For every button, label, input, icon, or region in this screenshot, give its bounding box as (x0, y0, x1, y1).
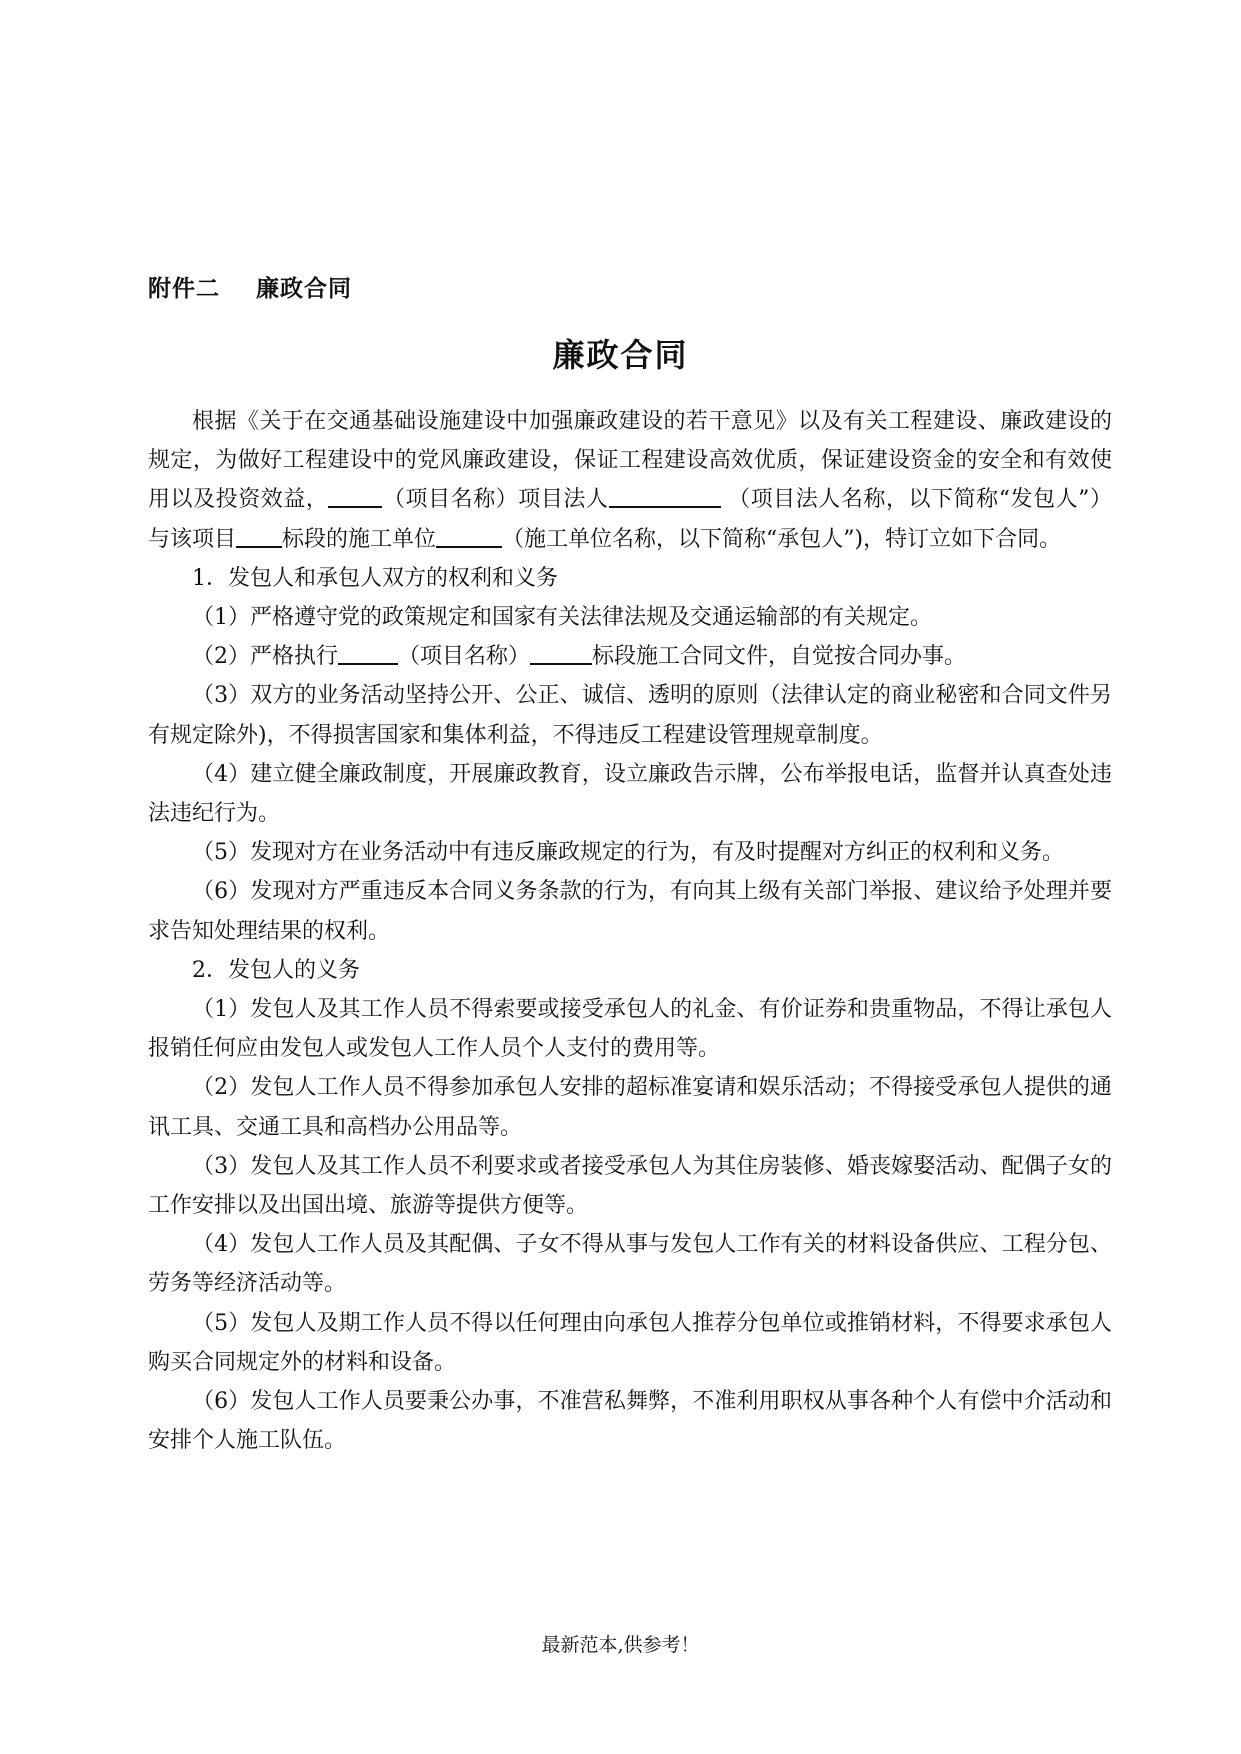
footer-note: 最新范本,供参考！ (541, 1634, 700, 1656)
section2-item-1: （1）发包人及其工作人员不得索要或接受承包人的礼金、有价证券和贵重物品，不得让承包人报销任何应由发包人或发包人工作人员个人支付的费用等。 (148, 997, 1112, 1062)
intro-paragraph (148, 402, 1112, 559)
section1-item-1: （1）严格遵守党的政策规定和国家有关法律法规及交通运输部的有关规定。 (192, 605, 932, 631)
section2-item-5: （5）发包人及期工作人员不得以任何理由向承包人推荐分包单位或推销材料，不得要求承包人购买合同规定外的材料和设备。 (148, 1310, 1112, 1375)
intro-text-c: （项目法人名称，以下简称“发包人”）与该项目 (148, 487, 1112, 552)
intro-text-e: （施工单位名称，以下简称“承包人”)，特订立如下合同。 (502, 526, 1062, 552)
contractor-blank (436, 520, 502, 548)
section1-heading: 1．发包人和承包人双方的权利和义务 (192, 565, 558, 591)
section1-item-4: （4）建立健全廉政制度，开展廉政教育，设立廉政告示牌，公布举报电话，监督并认真查处违法违纪行为。 (148, 761, 1112, 827)
section1-item-3: （3）双方的业务活动坚持公开、公正、诚信、透明的原则（法律认定的商业秘密和合同文件另有规定除外)，不得损害国家和集体利益，不得违反工程建设管理规章制度。 (148, 683, 1112, 748)
section1-item-2 (148, 637, 1112, 676)
section1-item-6: （6）发现对方严重违反本合同义务条款的行为，有向其上级有关部门举报、建议给予处理并要求告知处理结果的权利。 (148, 879, 1112, 944)
section2-item-2: （2）发包人工作人员不得参加承包人安排的超标准宴请和娱乐活动；不得接受承包人提供的通讯工具、交通工具和高档办公用品等。 (148, 1075, 1112, 1140)
intro-text-b: （项目名称）项目法人 (382, 487, 609, 513)
document-body (148, 402, 1112, 1460)
document-title: 廉政合同 (552, 336, 689, 374)
section-number-blank (236, 520, 282, 548)
project-name-blank-2 (338, 637, 398, 665)
intro-text-a: 根据《关于在交通基础设施建设中加强廉政建设的若干意见》以及有关工程建设、廉政建设的规定，为做好工程建设中的党风廉政建设，保证工程建设高效优质，保证建设资金的安全和有效使用以及投资效益， (148, 409, 1112, 513)
section2-item-4: （4）发包人工作人员及其配偶、子女不得从事与发包人工作有关的材料设备供应、工程分包、劳务等经济活动等。 (148, 1232, 1112, 1297)
legal-entity-blank (609, 480, 721, 508)
appendix-heading: 附件二 廉政合同 (148, 276, 353, 302)
project-name-blank (328, 480, 382, 508)
intro-text-d: 标段的施工单位 (282, 526, 437, 552)
section1-item-2-text-a: （2）严格执行 (192, 644, 338, 670)
section1-item-5: （5）发现对方在业务活动中有违反廉政规定的行为，有及时提醒对方纠正的权利和义务。 (192, 840, 1065, 866)
section2-item-6: （6）发包人工作人员要秉公办事，不准营私舞弊，不准利用职权从事各种个人有偿中介活动和安排个人施工队伍。 (148, 1389, 1112, 1454)
section1-item-2-text-c: 标段施工合同文件，自觉按合同办事。 (592, 644, 967, 670)
section2-heading: 2．发包人的义务 (192, 957, 360, 983)
section2-item-3: （3）发包人及其工作人员不利要求或者接受承包人为其住房装修、婚丧嫁娶活动、配偶子女的工作安排以及出国出境、旅游等提供方便等。 (148, 1153, 1112, 1219)
section-blank-2 (530, 637, 592, 665)
section1-item-2-text-b: （项目名称） (398, 644, 531, 670)
